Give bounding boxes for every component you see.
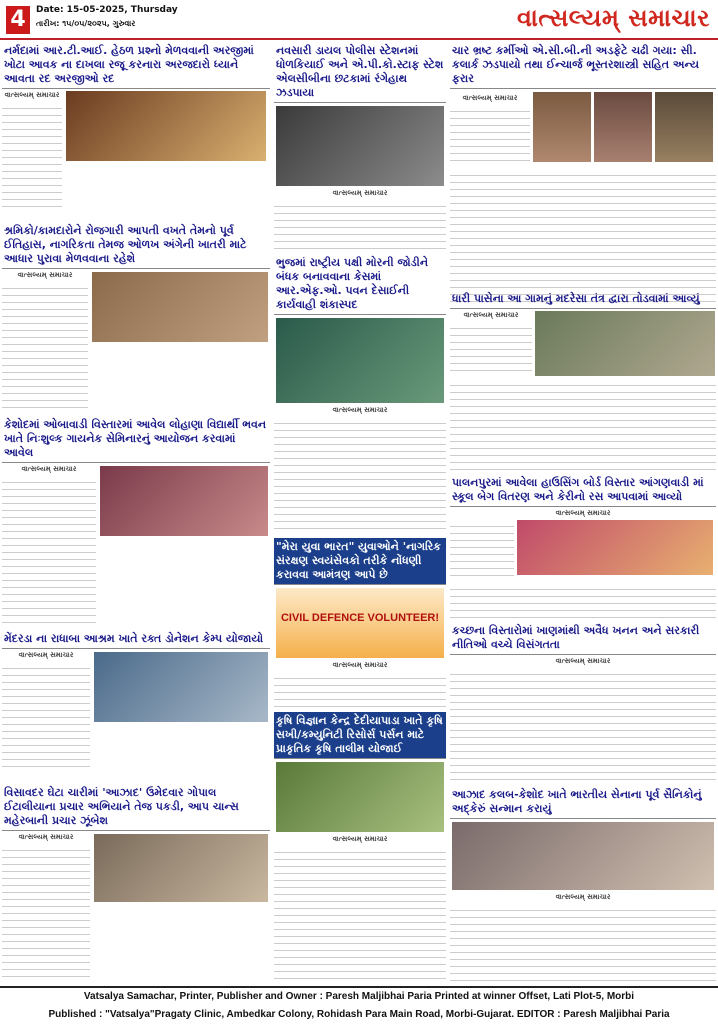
page-number: 4 [6, 6, 30, 34]
peacock-image [276, 318, 444, 403]
byline: વાત્સલ્યમ્ સમાચાર [17, 271, 73, 279]
article-azad-club [450, 786, 716, 982]
accused-photo-3 [655, 92, 713, 162]
headline: મેંદરડા ના રાધાબા આશ્રમ ખાતે રક્ત ડોનેશન કેમ્પ યોજાયો [2, 630, 270, 649]
article-bhuj [274, 254, 446, 534]
byline: વાત્સલ્યમ્ સમાચાર [18, 651, 74, 659]
article-dhari [450, 290, 716, 470]
byline: વાત્સલ્યમ્ સમાચાર [555, 893, 611, 901]
article-body [2, 476, 96, 626]
footer-line-2: Published : "Vatsalya"Pragaty Clinic, Ambedkar Colony, Rohidash Para Main Road, Morbi-Gujarat. EDITOR : Paresh Maljibhai Paria [48, 1009, 670, 1020]
blood-donation-image [94, 652, 268, 722]
headline: નર્મદામાં આર.ટી.આઈ. હેઠળ પ્રશ્નો મેળવવાની અરજીમાં ખોટા આવક ના દાખલા રજૂ કરનારા અરજદારો ધ્યાને આવતા રદ અરજીઓ રદ [2, 42, 270, 89]
byline: વાત્સલ્યમ્ સમાચાર [332, 406, 388, 414]
footer-imprint [0, 986, 718, 1026]
headline: ચાર ભ્રષ્ટ કર્મીઓ એ.સી.બી.ની અડફેટે ચઢી ગયા: સી. કલાર્ક ઝડપાયો તથા ઈન્ચાર્જ ભૂસ્તરશાસ્ત્રી સહિત અન્ય ફરાર [450, 42, 716, 89]
demolition-image [535, 311, 715, 376]
article-body [450, 668, 716, 782]
headline: કેશોદમાં ઓબાવાડી વિસ્તારમાં આવેલ લોહાણા વિદ્યાર્થી ભવન ખાતે નિઃશુલ્ક ગાયનેક સેમિનારનું આયોજન કરવામાં આવેલ [2, 416, 270, 463]
byline: વાત્સલ્યમ્ સમાચાર [555, 509, 611, 517]
byline: વાત્સલ્યમ્ સમાચાર [462, 94, 518, 102]
headline: પાલનપુરમાં આવેલા હાઉસિંગ બોર્ડ વિસ્તાર આંગણવાડી માં સ્કૂલ બેગ વિતરણ અને કેરીનો રસ આપવામાં આવ્યો [450, 474, 716, 507]
article-body [274, 846, 446, 982]
byline: વાત્સલ્યમ્ સમાચાર [18, 833, 74, 841]
civil-defence-ad [276, 588, 444, 658]
labour-workers-image [92, 272, 268, 342]
article-navsari [274, 42, 446, 250]
article-palanpur [450, 474, 716, 619]
footer-line-1: Vatsalya Samachar, Printer, Publisher and Owner : Paresh Maljibhai Paria Printed at winner Offset, Lati Plot-5, Morbi [83, 991, 635, 1002]
masthead [0, 0, 718, 38]
article-kutch [450, 622, 716, 782]
accused-photo [276, 106, 444, 186]
rti-gavel-image [66, 91, 266, 161]
accused-photo-1 [533, 92, 591, 162]
article-mera-yuva [274, 538, 446, 708]
anganwadi-image [517, 520, 713, 575]
byline: વાત્સલ્યમ્ સમાચાર [555, 657, 611, 665]
article-body [450, 904, 716, 982]
byline: વાત્સલ્યમ્ સમાચાર [332, 835, 388, 843]
accused-photo-2 [594, 92, 652, 162]
newspaper-brand: વાત્સલ્યમ્ સમાચાર [517, 3, 710, 32]
article-body [2, 844, 90, 982]
article-keshod-seminar [2, 416, 270, 626]
article-body [274, 417, 446, 534]
headline: કચ્છના વિસ્તારોમાં ખાણમાંથી અવૈધ ખનન અને સરકારી નીતિઓ વચ્ચે વિસંગતતા [450, 622, 716, 655]
article-body [2, 102, 62, 212]
article-body [2, 662, 90, 772]
article-body-cont [450, 583, 716, 619]
masthead-rule [0, 38, 718, 40]
article-body [450, 520, 514, 580]
headline: "મેરા યુવા ભારત" યુવાઓને 'નાગરિક સંરક્ષણ સ્વયંસેવકો તરીકે નોંધણી કરાવવા આમંત્રણ આપે છે [274, 538, 446, 585]
byline: વાત્સલ્યમ્ સમાચાર [332, 661, 388, 669]
article-body [450, 105, 530, 165]
headline: કૃષિ વિજ્ઞાન કેન્દ્ર દેદીયાપાડા ખાતે કૃષિ સખી/કમ્યુનિટી રિસોર્સ પર્સન માટે પ્રાકૃતિક કૃષિ તાલીમ યોજાઈ [274, 712, 446, 759]
headline: શ્રમિકો/કામદારોને રોજગારી આપતી વખતે તેમનો પૂર્વ ઈતિહાસ, નાગરિકતા તેમજ ઓળખ અંગેની ખાતરી માટે આધાર પુરાવા મેળવવાના રહેશે [2, 222, 270, 269]
ad-title: CIVIL DEFENCE VOLUNTEER! [280, 612, 440, 624]
article-body-cont [450, 169, 716, 307]
headline: આઝાદ કલબ-કેશોદ ખાતે ભારતીય સેનાના પૂર્વ સૈનિકોનું અદ્કેરું સન્માન કરાયું [450, 786, 716, 819]
honour-ceremony-image [452, 822, 714, 890]
article-body [450, 322, 532, 372]
byline: વાત્સલ્યમ્ સમાચાર [21, 465, 77, 473]
date-gujarati: તારીખ: ૧૫/૦૫/૨૦૨૫, ગુરુવાર [36, 19, 136, 28]
article-body [274, 672, 446, 708]
article-body [2, 282, 88, 412]
byline: વાત્સલ્યમ્ સમાચાર [4, 91, 60, 99]
article-rti [2, 42, 270, 217]
byline: વાત્સલ્યમ્ સમાચાર [463, 311, 519, 319]
seminar-image [100, 466, 268, 536]
headline: નવસારી ડાયલ પોલીસ સ્ટેશનમાં ધોળકિયાઈ અને એ.પી.કો.સ્ટાફ સ્ટેશ એલસીબીના છટકામાં રંગેહાથ ઝડપાયા [274, 42, 446, 103]
headline: ધારી પાસેના આ ગામનું મદરેસા તંત્ર દ્વારા તોડવામાં આવ્યું [450, 290, 716, 309]
date-english: Date: 15-05-2025, Thursday [36, 5, 178, 15]
byline: વાત્સલ્યમ્ સમાચાર [332, 189, 388, 197]
article-blood-camp [2, 630, 270, 780]
article-body-cont [450, 379, 716, 470]
article-visavadar [2, 784, 270, 982]
article-body [274, 200, 446, 250]
headline: વિસાવદર ઘેટા ચારીમાં 'આઝાદ' ઉમેદવાર ગોપાલ ઈટાલીયાના પ્રચાર અભિયાને તેજ પકડી, આપ ચાન્સ મહેરબાની પ્રચાર ઝૂંબેશ [2, 784, 270, 831]
training-image [276, 762, 444, 832]
article-krishi [274, 712, 446, 982]
campaign-image [94, 834, 268, 902]
headline: ભુજમાં રાષ્ટ્રીય પક્ષી મોરની જોડીને બંધક બનાવવાના કેસમાં આર.એફ.ઓ. પવન દેસાઈની કાર્યવાહી શંકાસ્પદ [274, 254, 446, 315]
article-labour [2, 222, 270, 412]
article-acb [450, 42, 716, 307]
